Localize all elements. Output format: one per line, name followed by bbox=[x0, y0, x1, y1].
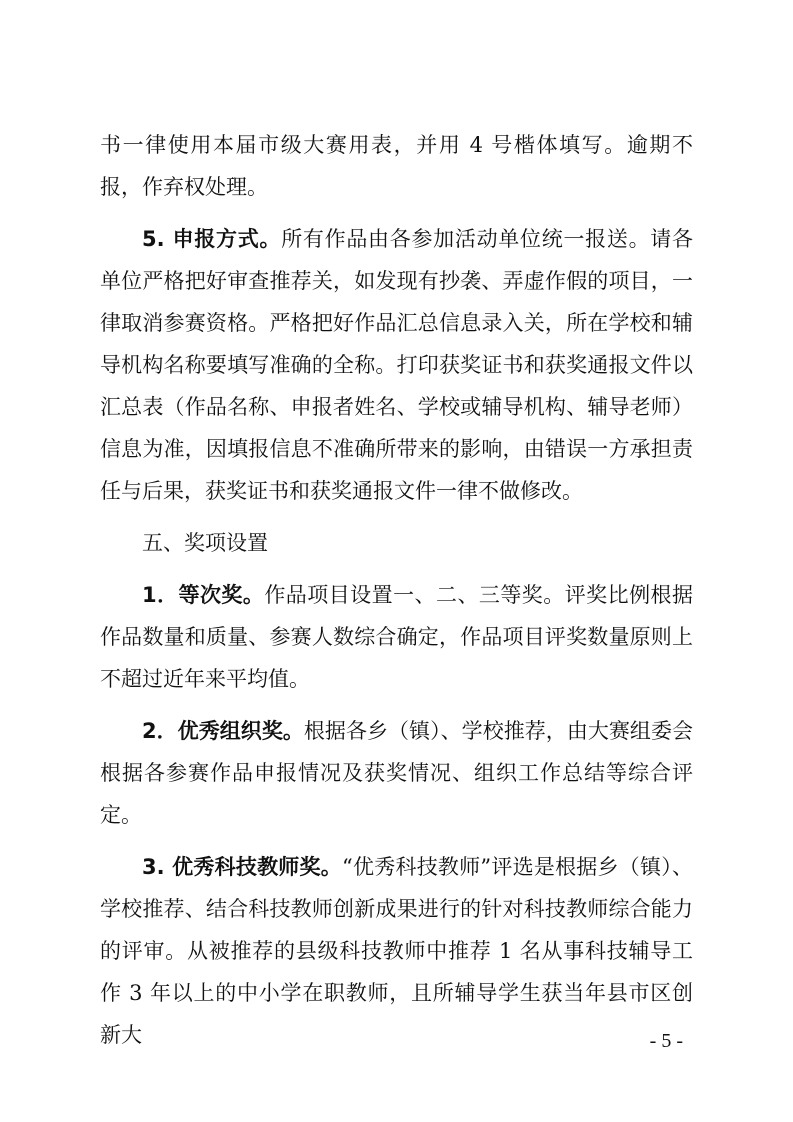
intro-text: 书一律使用本届市级大赛用表，并用 4 号楷体填写。逾期不报，作弃权处理。 bbox=[100, 133, 693, 199]
item-2-title: 2．优秀组织奖。 bbox=[142, 719, 304, 743]
section-heading-awards bbox=[100, 522, 693, 564]
item-2-paragraph bbox=[100, 710, 693, 836]
page-number: - 5 - bbox=[649, 1030, 683, 1052]
section-5-title: 5. 申报方式。 bbox=[142, 227, 282, 251]
item-1-paragraph bbox=[100, 574, 693, 700]
item-1-title: 1．等次奖。 bbox=[142, 583, 265, 607]
page-body bbox=[100, 124, 693, 1056]
item-2-text: 根据各乡（镇）、学校推荐，由大赛组委会根据各参赛作品申报情况及获奖情况、组织工作总结等综合评定。 bbox=[100, 719, 693, 827]
section-5-paragraph bbox=[100, 218, 693, 512]
item-3-paragraph bbox=[100, 846, 693, 1056]
heading-text: 五、奖项设置 bbox=[142, 531, 268, 555]
item-1-text: 作品项目设置一、二、三等奖。评奖比例根据作品数量和质量、参赛人数综合确定，作品项目评奖数量原则上不超过近年来平均值。 bbox=[100, 583, 693, 691]
section-5-text: 所有作品由各参加活动单位统一报送。请各单位严格把好审查推荐关，如发现有抄袭、弄虚作假的项目，一律取消参赛资格。严格把好作品汇总信息录入关，所在学校和辅导机构名称要填写准确的全称。打印获奖证书和获奖通报文件以汇总表（作品名称、申报者姓名、学校或辅导机构、辅导老师）信息为准，因填报信息不准确所带来的影响，由错误一方承担责任与后果，获奖证书和获奖通报文件一律不做修改。 bbox=[100, 227, 694, 503]
intro-paragraph bbox=[100, 124, 693, 208]
item-3-text: “优秀科技教师”评选是根据乡（镇）、学校推荐、结合科技教师创新成果进行的针对科技教师综合能力的评审。从被推荐的县级科技教师中推荐 1 名从事科技辅导工作 3 年以上的中小学在职教师，且所辅导学生获当年县市区创新大 bbox=[100, 855, 693, 1047]
item-3-title: 3. 优秀科技教师奖。 bbox=[142, 855, 343, 879]
